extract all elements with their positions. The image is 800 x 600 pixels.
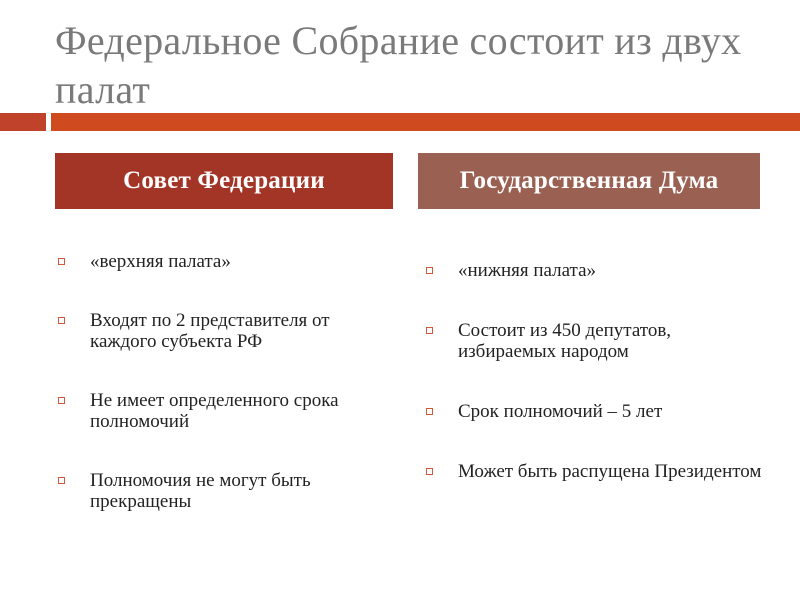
slide-title: Федеральное Собрание состоит из двух палат <box>55 18 742 112</box>
list-item-text: Полномочия не могут быть прекращены <box>90 470 311 512</box>
list-item <box>55 251 395 272</box>
list-item <box>55 470 395 512</box>
square-bullet-icon <box>426 327 433 334</box>
list-item <box>423 461 763 482</box>
list-item-text: «верхняя палата» <box>90 251 231 272</box>
title-rule-accent <box>0 113 46 131</box>
square-bullet-icon <box>58 317 65 324</box>
list-item-text: Входят по 2 представителя от каждого субъекта РФ <box>90 310 330 352</box>
square-bullet-icon <box>426 267 433 274</box>
square-bullet-icon <box>426 408 433 415</box>
list-item-text: Не имеет определенного срока полномочий <box>90 390 339 432</box>
title-rule <box>51 113 800 131</box>
square-bullet-icon <box>426 468 433 475</box>
list-item-text: «нижняя палата» <box>458 260 597 281</box>
list-item <box>423 401 763 422</box>
column-header-state-duma: Государственная Дума <box>418 153 760 209</box>
square-bullet-icon <box>58 397 65 404</box>
state-duma-list <box>423 260 763 521</box>
column-header-federation-council: Совет Федерации <box>55 153 393 209</box>
list-item <box>55 310 395 352</box>
square-bullet-icon <box>58 258 65 265</box>
list-item <box>55 390 395 432</box>
federation-council-list <box>55 251 395 550</box>
list-item <box>423 320 763 362</box>
square-bullet-icon <box>58 477 65 484</box>
list-item-text: Срок полномочий – 5 лет <box>458 401 663 422</box>
list-item-text: Состоит из 450 депутатов, избираемых народом <box>458 320 672 362</box>
list-item-text: Может быть распущена Президентом <box>458 461 762 482</box>
list-item <box>423 260 763 281</box>
